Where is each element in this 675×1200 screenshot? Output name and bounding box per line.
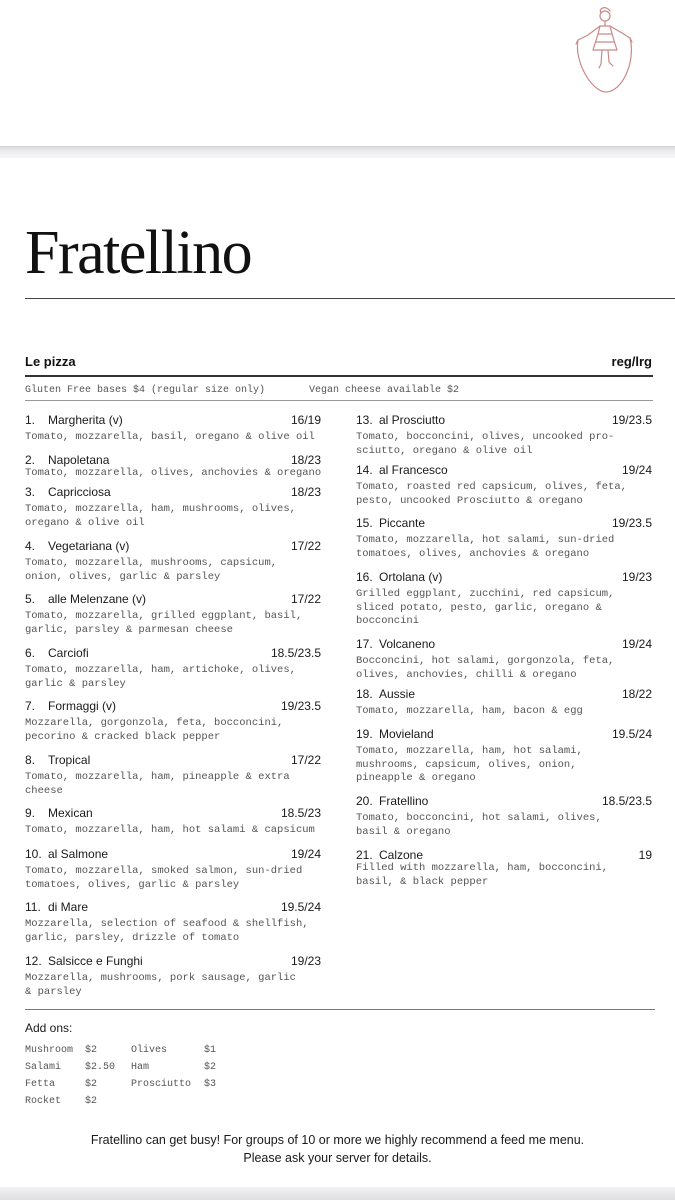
item-number: 21. xyxy=(356,848,373,862)
item-number: 19. xyxy=(356,727,373,741)
item-number: 5. xyxy=(25,592,36,606)
item-name: Aussie xyxy=(379,687,416,701)
logo-woman-skipping-rope-icon xyxy=(566,2,646,94)
addon-name: Rocket xyxy=(25,1096,62,1107)
pizza-item xyxy=(25,699,321,744)
item-price: 17/22 xyxy=(290,592,321,606)
addon-name: Ham xyxy=(131,1062,150,1073)
item-price: 19/23.5 xyxy=(280,699,321,713)
item-price: 16/19 xyxy=(290,413,321,427)
item-price: 19/23.5 xyxy=(611,516,652,530)
item-description: Tomato, mozzarella, mushrooms, capsicum, onion, olives, garlic & parsley xyxy=(25,557,278,583)
item-price: 18.5/23.5 xyxy=(270,646,321,660)
pizza-item xyxy=(25,753,321,798)
item-number: 2. xyxy=(25,453,36,467)
item-price: 18.5/23 xyxy=(280,806,321,820)
pizza-item xyxy=(25,485,321,530)
item-price: 19 xyxy=(638,848,652,862)
item-price: 17/22 xyxy=(290,753,321,767)
item-description: Tomato, mozzarella, smoked salmon, sun-dried tomatoes, olives, garlic & parsley xyxy=(25,865,303,891)
item-number: 8. xyxy=(25,753,36,767)
item-name: Tropical xyxy=(48,753,91,767)
item-description: Filled with mozzarella, ham, bocconcini, basil, & black pepper xyxy=(356,862,609,888)
addon-price: $2 xyxy=(85,1079,98,1090)
item-name: al Prosciutto xyxy=(379,413,446,427)
item-description: Tomato, mozzarella, ham, hot salami, mushrooms, capsicum, olives, onion, pineapple & oregano xyxy=(356,745,583,784)
item-description: Mozzarella, gorgonzola, feta, bocconcini, pecorino & cracked black pepper xyxy=(25,717,284,743)
footer-note-line2: Please ask your server for details. xyxy=(243,1151,432,1165)
item-description: Tomato, roasted red capsicum, olives, feta, pesto, uncooked Prosciutto & oregano xyxy=(356,481,627,507)
item-name: di Mare xyxy=(48,900,89,914)
menu-title: Fratellino xyxy=(25,219,252,287)
item-description: Tomato, mozzarella, ham, mushrooms, olives, oregano & olive oil xyxy=(25,503,296,529)
pizza-item xyxy=(25,847,321,892)
item-description: Tomato, bocconcini, hot salami, olives, basil & oregano xyxy=(356,812,602,838)
section-rule xyxy=(25,375,653,377)
addons-rule xyxy=(25,1009,655,1010)
addons-heading: Add ons: xyxy=(25,1021,73,1035)
item-number: 6. xyxy=(25,646,36,660)
pizza-item xyxy=(356,794,652,839)
title-rule xyxy=(25,298,675,299)
addon-price: $2 xyxy=(85,1096,98,1107)
item-number: 7. xyxy=(25,699,36,713)
item-price: 18/23 xyxy=(290,453,321,467)
item-number: 20. xyxy=(356,794,373,808)
item-price: 19/24 xyxy=(621,637,652,651)
item-price: 19/23.5 xyxy=(611,413,652,427)
bottom-band xyxy=(0,1187,675,1200)
addon-price: $1 xyxy=(204,1045,217,1056)
item-name: Napoletana xyxy=(48,453,110,467)
pizza-item xyxy=(25,806,321,838)
item-number: 9. xyxy=(25,806,36,820)
item-price: 19/24 xyxy=(621,463,652,477)
item-name: al Salmone xyxy=(48,847,109,861)
pizza-item xyxy=(25,539,321,584)
item-price: 18/23 xyxy=(290,485,321,499)
item-number: 14. xyxy=(356,463,373,477)
item-number: 18. xyxy=(356,687,373,701)
item-name: Volcaneno xyxy=(379,637,436,651)
pizza-item xyxy=(356,687,652,719)
item-name: Ortolana (v) xyxy=(379,570,443,584)
pizza-item xyxy=(356,727,652,786)
item-name: Movieland xyxy=(379,727,434,741)
item-price: 19/24 xyxy=(290,847,321,861)
item-name: Salsicce e Funghi xyxy=(48,954,143,968)
section-divider xyxy=(0,146,675,158)
item-number: 10. xyxy=(25,847,42,861)
item-name: al Francesco xyxy=(379,463,448,477)
addon-name: Mushroom xyxy=(25,1045,74,1056)
pizza-item xyxy=(356,848,652,889)
item-name: Fratellino xyxy=(379,794,429,808)
item-description: Tomato, mozzarella, ham, bacon & egg xyxy=(356,705,583,717)
pizza-item xyxy=(25,453,321,481)
pizza-item xyxy=(25,413,321,445)
item-description: Mozzarella, selection of seafood & shellfish, garlic, parsley, drizzle of tomato xyxy=(25,918,309,944)
item-name: alle Melenzane (v) xyxy=(48,592,147,606)
item-name: Mexican xyxy=(48,806,93,820)
item-number: 17. xyxy=(356,637,373,651)
item-name: Piccante xyxy=(379,516,426,530)
item-number: 16. xyxy=(356,570,373,584)
addon-price: $2 xyxy=(204,1062,217,1073)
item-number: 11. xyxy=(25,900,41,914)
section-heading: Le pizza xyxy=(25,354,76,369)
addon-name: Prosciutto xyxy=(131,1079,192,1090)
item-number: 3. xyxy=(25,485,36,499)
footer-note-line1: Fratellino can get busy! For groups of 10 or more we highly recommend a feed me menu. xyxy=(90,1133,585,1147)
top-band xyxy=(0,0,675,148)
item-name: Margherita (v) xyxy=(48,413,123,427)
item-price: 18.5/23.5 xyxy=(601,794,652,808)
item-description: Tomato, mozzarella, ham, artichoke, olives, garlic & parsley xyxy=(25,664,296,690)
addon-name: Salami xyxy=(25,1062,62,1073)
pizza-item xyxy=(356,637,652,682)
item-description: Tomato, mozzarella, hot salami, sun-dried tomatoes, olives, anchovies & oregano xyxy=(356,534,615,560)
vegan-note: Vegan cheese available $2 xyxy=(309,385,460,396)
item-price: 18/22 xyxy=(621,687,652,701)
item-price: 19.5/24 xyxy=(611,727,652,741)
item-description: Tomato, mozzarella, ham, hot salami & capsicum xyxy=(25,824,315,836)
item-description: Tomato, mozzarella, ham, pineapple & extra cheese xyxy=(25,771,290,797)
item-description: Bocconcini, hot salami, gorgonzola, feta, olives, anchovies, chilli & oregano xyxy=(356,655,615,681)
item-number: 4. xyxy=(25,539,36,553)
size-label: reg/lrg xyxy=(611,354,652,369)
item-number: 15. xyxy=(356,516,373,530)
pizza-item xyxy=(356,570,652,629)
item-name: Calzone xyxy=(379,848,424,862)
pizza-item xyxy=(356,463,652,508)
item-description: Tomato, bocconcini, olives, uncooked pro- sciutto, oregano & olive oil xyxy=(356,431,615,457)
item-description: Tomato, mozzarella, basil, oregano & olive oil xyxy=(25,431,315,443)
item-name: Formaggi (v) xyxy=(48,699,117,713)
notes-rule xyxy=(25,400,653,401)
pizza-item xyxy=(25,646,321,691)
pizza-item xyxy=(25,592,321,637)
pizza-item xyxy=(25,900,321,945)
item-description: Tomato, mozzarella, grilled eggplant, basil, garlic, parsley & parmesan cheese xyxy=(25,610,303,636)
pizza-item xyxy=(356,413,652,458)
item-number: 1. xyxy=(25,413,36,427)
item-name: Capricciosa xyxy=(48,485,111,499)
addon-price: $2.50 xyxy=(85,1062,116,1073)
addon-price: $2 xyxy=(85,1045,98,1056)
addon-price: $3 xyxy=(204,1079,217,1090)
gluten-free-note: Gluten Free bases $4 (regular size only) xyxy=(25,385,266,396)
addon-name: Olives xyxy=(131,1045,168,1056)
item-description: Mozzarella, mushrooms, pork sausage, garlic & parsley xyxy=(25,972,296,998)
pizza-item xyxy=(25,954,321,999)
item-description: Tomato, mozzarella, olives, anchovies & oregano xyxy=(25,467,322,479)
item-name: Carciofi xyxy=(48,646,89,660)
pizza-item xyxy=(356,516,652,561)
item-price: 19/23 xyxy=(290,954,321,968)
addon-name: Fetta xyxy=(25,1079,56,1090)
item-price: 17/22 xyxy=(290,539,321,553)
item-price: 19.5/24 xyxy=(280,900,321,914)
item-number: 13. xyxy=(356,413,373,427)
item-description: Grilled eggplant, zucchini, red capsicum, sliced potato, pesto, garlic, oregano & bocconcini xyxy=(356,588,615,627)
item-name: Vegetariana (v) xyxy=(48,539,130,553)
item-price: 19/23 xyxy=(621,570,652,584)
item-number: 12. xyxy=(25,954,42,968)
